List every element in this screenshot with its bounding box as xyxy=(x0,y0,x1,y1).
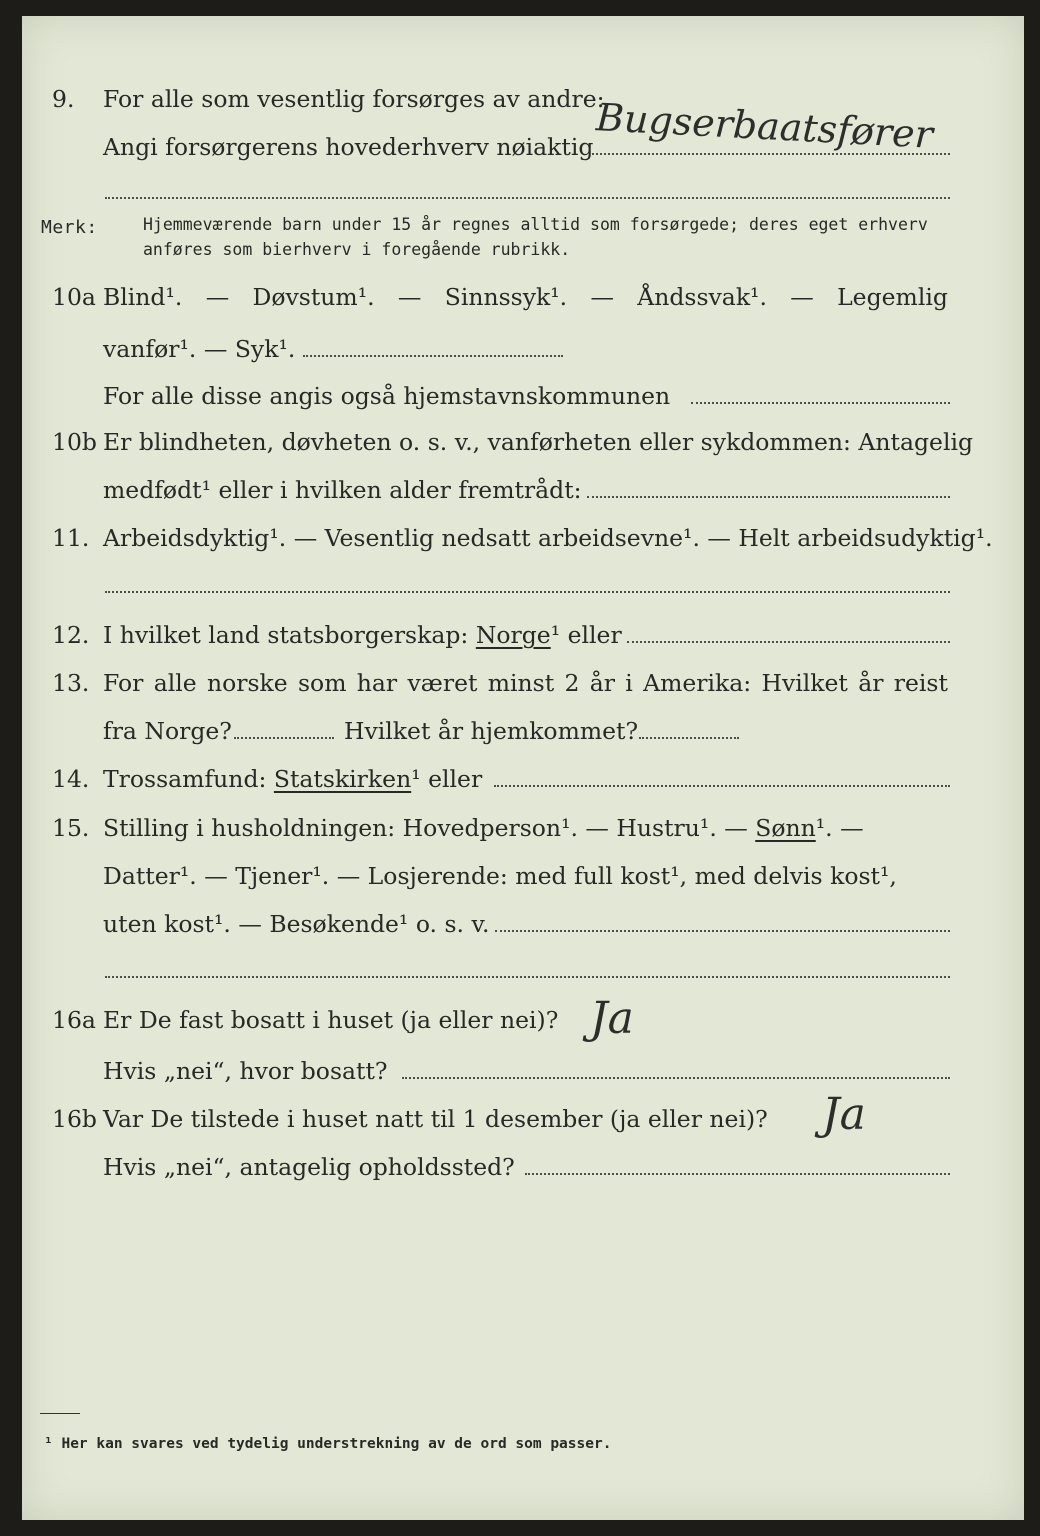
q15-line3: uten kost¹. — Besøkende¹ o. s. v. xyxy=(103,910,490,938)
q10a-line3: For alle disse angis også hjemstavnskommunen xyxy=(103,382,671,410)
option-blind: Blind¹. xyxy=(103,283,183,311)
q10b-answer-line xyxy=(587,496,950,498)
footnote: ¹ Her kan svares ved tydelig understrekning av de ord som passer. xyxy=(44,1436,612,1452)
q10a-line1 xyxy=(103,283,948,311)
q11-line1: Arbeidsdyktig¹. — Vesentlig nedsatt arbeidsevne¹. — Helt arbeidsudyktig¹. xyxy=(103,524,993,552)
q10b-line1: Er blindheten, døvheten o. s. v., vanførheten eller sykdommen: Antagelig xyxy=(103,428,974,456)
option-legemlig: Legemlig xyxy=(837,283,948,311)
q16b-number: 16b xyxy=(52,1105,97,1133)
merk-label: Merk: xyxy=(41,217,98,238)
dash: — xyxy=(205,283,230,311)
q11-answer-line xyxy=(105,591,950,593)
q9-line2: Angi forsørgerens hovederhverv nøiaktig xyxy=(103,133,594,161)
q16a-line2: Hvis „nei“, hvor bosatt? xyxy=(103,1057,388,1085)
q15-underlined-answer: Sønn xyxy=(755,814,816,842)
dash: — xyxy=(397,283,422,311)
q12-number: 12. xyxy=(52,621,90,649)
q9-extra-line xyxy=(105,197,950,199)
q9-number: 9. xyxy=(52,85,75,113)
q14-number: 14. xyxy=(52,765,90,793)
footnote-rule xyxy=(40,1413,80,1414)
q13-year-returned-line xyxy=(639,737,739,739)
q9-handwritten-answer: Bugserbaatsfører xyxy=(595,95,934,157)
q10b-line2: medfødt¹ eller i hvilken alder fremtrådt: xyxy=(103,476,582,504)
q13-line2a: fra Norge? xyxy=(103,717,232,745)
q14-underlined-answer: Statskirken xyxy=(273,765,412,793)
q10a-line2-answer-line xyxy=(303,355,563,357)
q16b-line1: Var De tilstede i huset natt til 1 desember (ja eller nei)? xyxy=(103,1105,768,1133)
q16a-line1: Er De fast bosatt i huset (ja eller nei)? xyxy=(103,1006,559,1034)
q13-line1: For alle norske som har været minst 2 år i Amerika: Hvilket år reist xyxy=(103,669,948,697)
q16a-number: 16a xyxy=(52,1006,96,1034)
q12-line1: I hvilket land statsborgerskap: Norge¹ eller xyxy=(103,621,622,649)
option-sinnssyk: Sinnssyk¹. xyxy=(444,283,568,311)
q15-extra-line xyxy=(105,976,950,978)
option-dovstum: Døvstum¹. xyxy=(252,283,375,311)
census-form-page xyxy=(22,16,1024,1520)
q16a-answer-line xyxy=(402,1077,950,1079)
q11-number: 11. xyxy=(52,524,90,552)
merk-line1: Hjemmeværende barn under 15 år regnes alltid som forsørgede; deres eget erhverv xyxy=(143,215,928,234)
q15-number: 15. xyxy=(52,814,90,842)
q9-line1: For alle som vesentlig forsørges av andre: xyxy=(103,85,605,113)
option-andssvak: Åndssvak¹. xyxy=(637,283,767,311)
q16b-line2: Hvis „nei“, antagelig opholdssted? xyxy=(103,1153,515,1181)
q15-line1: Stilling i husholdningen: Hovedperson¹. — Hustru¹. — Sønn¹. — xyxy=(103,814,864,842)
q10a-line2: vanfør¹. — Syk¹. xyxy=(103,335,296,363)
q16b-handwritten-answer: Ja xyxy=(822,1089,866,1140)
q15-line2: Datter¹. — Tjener¹. — Losjerende: med full kost¹, med delvis kost¹, xyxy=(103,862,897,890)
q14-line1: Trossamfund: Statskirken¹ eller xyxy=(103,765,483,793)
q15-answer-line xyxy=(495,930,950,932)
q16b-answer-line xyxy=(525,1173,950,1175)
q16a-handwritten-answer: Ja xyxy=(590,993,634,1044)
q12-underlined-answer: Norge xyxy=(475,621,551,649)
dash: — xyxy=(790,283,814,311)
dash: — xyxy=(590,283,614,311)
q14-answer-line xyxy=(494,785,950,787)
q13-line2b: Hvilket år hjemkommet? xyxy=(344,717,639,745)
q10a-number: 10a xyxy=(52,283,96,311)
merk-line2: anføres som bierhverv i foregående rubrikk. xyxy=(143,240,571,259)
q10b-number: 10b xyxy=(52,428,97,456)
q10a-line3-answer-line xyxy=(691,402,950,404)
q12-answer-line xyxy=(627,641,950,643)
q13-number: 13. xyxy=(52,669,90,697)
q13-year-left-line xyxy=(234,737,334,739)
